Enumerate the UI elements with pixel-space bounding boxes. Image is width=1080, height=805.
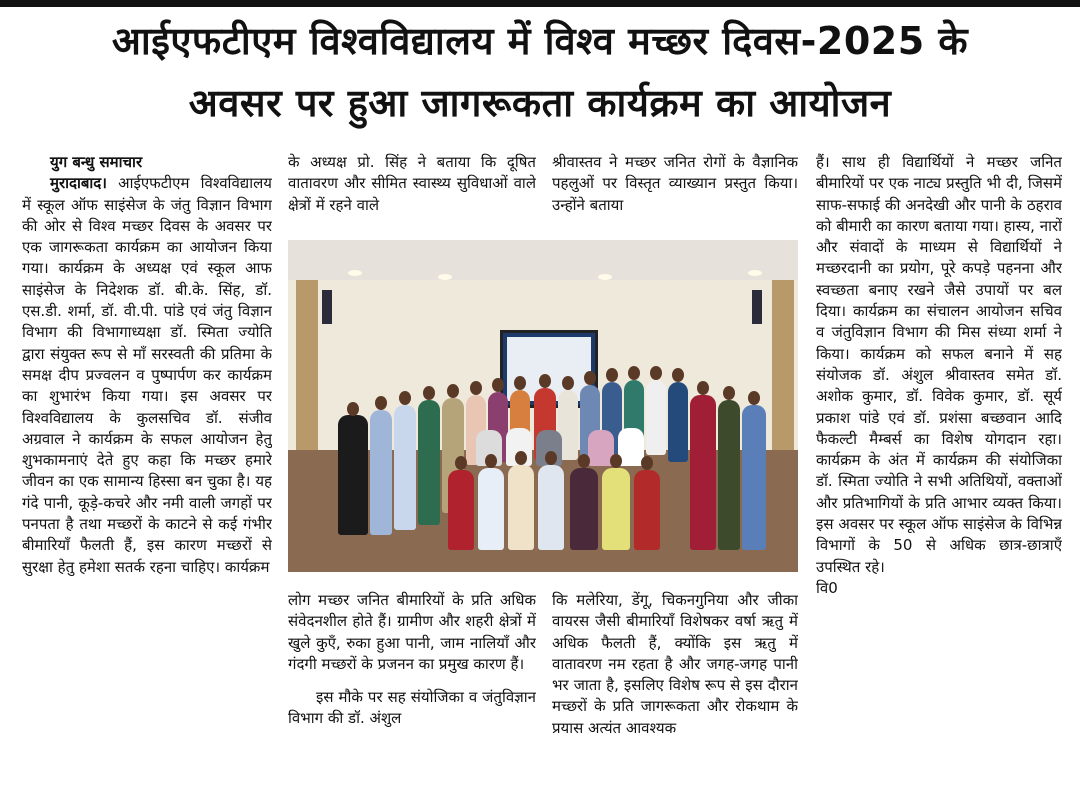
- person-standing: [668, 382, 688, 462]
- article-column-2-bottom: [288, 590, 536, 802]
- ceiling-light: [748, 270, 762, 276]
- article-column-3-bottom: [552, 590, 798, 802]
- column-4-text: हैं। साथ ही विद्यार्थियों ने मच्छर जनित बीमारियों पर एक नाट्य प्रस्तुति भी दी, जिसमें साफ-सफाई की अनदेखी और पानी के ठहराव को बीमारी का कारण बताया गया। हास्य, नारों और संवादों के माध्यम से विद्यार्थियों ने मच्छरदानी का प्रयोग, पूरे कपड़े पहनना और स्वच्छता बनाए रखने जैसे उपायों पर बल दिया। कार्यक्रम का संचालन आयोजन सचिव व जंतुविज्ञान विभाग की मिस संध्या शर्मा ने किया। कार्यक्रम को सफल बनाने में सह संयोजक डॉ. अंशुल श्रीवास्तव समेत डॉ. अशोक कुमार, डॉ. विवेक कुमार, डॉ. सूर्य प्रकाश पांडे एवं डॉ. प्रशंसा बच्छवान आदि फैकल्टी मैम्बर्स का विशेष योगदान रहा। कार्यक्रम के अंत में कार्यक्रम की संयोजिका डॉ. स्मिता ज्योति ने सभी अतिथियों, वक्ताओं और प्रतिभागियों के प्रति आभार व्यक्त किया। इस अवसर पर स्कूल ऑफ साइंसेज के विभिन्न विभागों के 50 से अधिक छात्र-छात्राएँ उपस्थित रहे।: [816, 153, 1062, 576]
- photo-ceiling: [288, 240, 798, 280]
- person-head: [375, 396, 387, 410]
- person-front: [538, 465, 564, 550]
- person-front: [602, 468, 630, 550]
- article-column-2-top: [288, 152, 536, 238]
- person-head: [485, 454, 497, 468]
- person-head: [492, 378, 504, 392]
- column-3-bottom-text: कि मलेरिया, डेंगू, चिकनगुनिया और जीका वायरस जैसी बीमारियाँ विशेषकर वर्षा ऋतु में अधिक फैलती हैं, क्योंकि इस ऋतु में वातावरण नम रहता है और जगह-जगह पानी भर जाता है, इसलिए विशेष रूप से इस दौरान मच्छरों के प्रति जागरूकता और रोकथाम के प्रयास अत्यंत आवश्यक: [552, 591, 798, 737]
- column-2-top-text: के अध्यक्ष प्रो. सिंह ने बताया कि दूषित वातावरण और सीमित स्वास्थ्य सुविधाओं वाले क्षेत्रों में रहने वाले: [288, 153, 536, 214]
- byline: युग बन्धु समाचार: [50, 153, 143, 171]
- person-front: [508, 465, 534, 550]
- headline-line-2: अवसर पर हुआ जागरूकता कार्यक्रम का आयोजन: [188, 81, 892, 125]
- person-head: [423, 386, 435, 400]
- person-standing: [690, 395, 716, 550]
- headline-line-1: आईएफटीएम विश्वविद्यालय में विश्व मच्छर दिवस-2025 के: [111, 19, 969, 63]
- person-head: [606, 368, 618, 382]
- person-standing: [338, 415, 368, 535]
- person-head: [672, 368, 684, 382]
- signoff: वि0: [816, 578, 838, 597]
- person-standing: [646, 380, 666, 455]
- person-head: [455, 456, 467, 470]
- person-head: [578, 454, 590, 468]
- speaker-right: [752, 290, 762, 324]
- column-1-body: आईएफटीएम विश्वविद्यालय में स्कूल ऑफ साइंसेज के जंतु विज्ञान विभाग की ओर से विश्व मच्छर दिवस के अवसर पर एक जागरूकता कार्यक्रम का आयोजन किया गया। कार्यक्रम के अध्यक्ष एवं स्कूल आफ साइंसेज के निदेशक डॉ. बी.के. सिंह, डॉ. एस.डी. शर्मा, डॉ. वी.पी. पांडे एवं जंतु विज्ञान विभाग की विभागाध्यक्षा डॉ. स्मिता ज्योति द्वारा संयुक्त रूप से माँ सरस्वती की प्रतिमा के समक्ष दीप प्रज्वलन व पुष्पार्पण कर कार्यक्रम का शुभारंभ किया गया। इस अवसर पर विश्वविद्यालय के कुलसचिव डॉ. संजीव अग्रवाल ने कार्यक्रम के सफल आयोजन हेतु शुभकामनाएं देते हुए कहा कि मच्छर हमारे जीवन का एक सामान्य हिस्सा बन चुका है। यह गंदे पानी, कूड़े-कचरे और नमी वाली जगहों पर पनपता है तथा मच्छरों के काटने से कई गंभीर बीमारियाँ फैलती हैं, इस कारण मच्छरों से सुरक्षा हेतु हमेशा सतर्क रहना चाहिए। कार्यक्रम: [22, 174, 272, 576]
- person-head: [545, 451, 557, 465]
- column-2-bottom-b: इस मौके पर सह संयोजिका व जंतुविज्ञान विभाग की डॉ. अंशुल: [288, 688, 536, 728]
- column-2-bottom-text-2: [288, 687, 536, 730]
- person-head: [562, 376, 574, 390]
- article-column-4: [816, 152, 1062, 802]
- person-standing: [742, 405, 766, 550]
- person-standing: [718, 400, 740, 550]
- article-column-1: [22, 152, 272, 802]
- person-standing: [418, 400, 440, 525]
- column-2-bottom-text: लोग मच्छर जनित बीमारियों के प्रति अधिक संवेदनशील होते हैं। ग्रामीण और शहरी क्षेत्रों में खुले कुएँ, रुका हुआ पानी, जाम नालियाँ और गंदगी मच्छरों के प्रजनन का प्रमुख कारण हैं।: [288, 591, 536, 673]
- column-3-top-text: श्रीवास्तव ने मच्छर जनित रोगों के वैज्ञानिक पहलुओं पर विस्तृत व्याख्यान प्रस्तुत किया। उन्होंने बताया: [552, 153, 798, 214]
- person-head: [650, 366, 662, 380]
- event-group-photo: [288, 240, 798, 572]
- person-head: [514, 376, 526, 390]
- person-head: [539, 374, 551, 388]
- person-front: [634, 470, 660, 550]
- person-head: [447, 384, 459, 398]
- person-head: [399, 391, 411, 405]
- person-front: [570, 468, 598, 550]
- person-head: [470, 381, 482, 395]
- article-column-3-top: [552, 152, 798, 238]
- dateline: मुरादाबाद।: [50, 174, 107, 193]
- person-front: [448, 470, 474, 550]
- person-head: [584, 371, 596, 385]
- speaker-left: [322, 290, 332, 324]
- person-standing: [370, 410, 392, 535]
- column-1-text: [22, 173, 272, 578]
- person-standing: [394, 405, 416, 530]
- ceiling-light: [348, 270, 362, 276]
- person-head: [723, 386, 735, 400]
- person-head: [347, 402, 359, 416]
- person-head: [610, 454, 622, 468]
- person-head: [748, 391, 760, 405]
- person-head: [641, 456, 653, 470]
- top-rule: [0, 0, 1080, 7]
- person-head: [697, 381, 709, 395]
- person-head: [628, 366, 640, 380]
- person-front: [478, 468, 504, 550]
- person-head: [515, 451, 527, 465]
- headline: [0, 10, 1080, 134]
